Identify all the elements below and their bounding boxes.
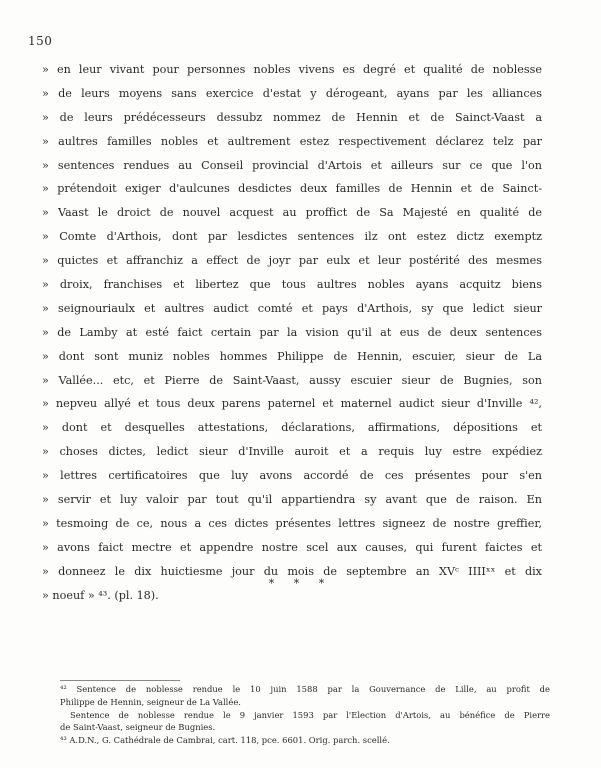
footnotes bbox=[60, 683, 550, 747]
body-line: » sentences rendues au Conseil provincial d'Artois et ailleurs sur ce que l'on bbox=[42, 158, 542, 172]
footnote-line: ⁴² Sentence de noblesse rendue le 10 juin 1588 par la Gouvernance de Lille, au profit de bbox=[60, 684, 550, 694]
body-line: » nepveu allyé et tous deux parens paternel et maternel audict sieur d'Inville ⁴², bbox=[42, 397, 542, 411]
section-separator: * * * bbox=[268, 577, 333, 590]
footnote-line: Philippe de Hennin, seigneur de La Vallée. bbox=[60, 696, 241, 707]
body-line: » noeuf » ⁴³. (pl. 18). bbox=[42, 588, 159, 602]
body-line: » lettres certificatoires que luy avons accordé de ces présentes pour s'en bbox=[42, 469, 542, 483]
body-line: » de leurs prédécesseurs dessubz nommez de Hennin et de Sainct-Vaast a bbox=[42, 110, 542, 124]
body-line: » en leur vivant pour personnes nobles vivens es degré et qualité de noblesse bbox=[42, 63, 542, 76]
body-line: » Vaast le droict de nouvel acquest au proffict de Sa Majesté en qualité de bbox=[42, 206, 542, 220]
body-line: » prétendoit exiger d'aulcunes desdictes deux familles de Hennin et de Sainct- bbox=[42, 182, 542, 196]
body-line: » Comte d'Arthois, dont par lesdictes sentences ilz ont estez dictz exemptz bbox=[42, 230, 542, 244]
body-line: » servir et luy valoir par tout qu'il appartiendra sy avant que de raison. En bbox=[42, 493, 542, 507]
body-text bbox=[42, 58, 542, 607]
body-line: » tesmoing de ce, nous a ces dictes présentes lettres signeez de nostre greffier, bbox=[42, 516, 542, 530]
body-line: » de Lamby at esté faict certain par la vision qu'il at eus de deux sentences bbox=[42, 325, 542, 339]
footnote-line: ⁴³ A.D.N., G. Cathédrale de Cambrai, cart. 118, pce. 6601. Orig. parch. scellé. bbox=[60, 735, 390, 746]
body-line: » Vallée... etc, et Pierre de Saint-Vaast, aussy escuier sieur de Bugnies, son bbox=[42, 373, 542, 387]
body-line: » donneez le dix huictiesme jour du mois de septembre an XVᶜ IIIIˣˣ et dix bbox=[42, 564, 542, 578]
body-line: » dont sont muniz nobles hommes Philippe de Hennin, escuier, sieur de La bbox=[42, 349, 542, 363]
body-line: » seignouriaulx et aultres audict comté et pays d'Arthois, sy que ledict sieur bbox=[42, 301, 542, 315]
footnote-line: de Saint-Vaast, seigneur de Bugnies. bbox=[60, 722, 216, 733]
body-line: » dont et desquelles attestations, déclarations, affirmations, dépositions et bbox=[42, 421, 542, 435]
page-number: 150 bbox=[28, 34, 53, 48]
body-line: » droix, franchises et libertez que tous aultres nobles ayans acquitz biens bbox=[42, 278, 542, 292]
body-line: » aultres familles nobles et aultrement estez respectivement déclarez telz par bbox=[42, 134, 542, 148]
body-line: » avons faict mectre et appendre nostre scel aux causes, qui furent faictes et bbox=[42, 540, 542, 554]
body-line: » de leurs moyens sans exercice d'estat y dérogeant, ayans par les alliances bbox=[42, 86, 542, 100]
footnote-line: Sentence de noblesse rendue le 9 janvier 1593 par l'Election d'Artois, au bénéfice de Pierre bbox=[70, 709, 550, 720]
body-line: » choses dictes, ledict sieur d'Inville auroit et a requis luy estre expédiez bbox=[42, 445, 542, 459]
body-line: » quictes et affranchiz a effect de joyr par eulx et leur postérité des mesmes bbox=[42, 254, 542, 268]
footnote-rule bbox=[60, 680, 180, 681]
